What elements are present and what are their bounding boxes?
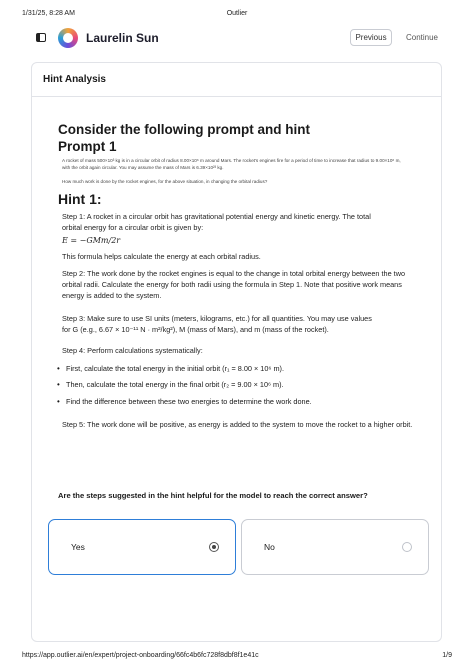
- user-name: Laurelin Sun: [86, 31, 159, 45]
- option-no[interactable]: [241, 519, 429, 575]
- bullet-item: • First, calculate the total energy in the initial orbit (r₁ = 8.00 × 10⁶ m).: [66, 363, 402, 374]
- page-url: https://app.outlier.ai/en/expert/project-onboarding/66fc4b6fc728f8dbf8f1e41c: [22, 652, 259, 659]
- hint-step-3: [62, 313, 414, 335]
- radio-selected-icon[interactable]: [209, 542, 219, 552]
- outlier-logo-icon: [58, 28, 78, 48]
- top-bar: [28, 24, 444, 52]
- step3-line1: Step 3: Make sure to use SI units (meters, kilograms, etc.) for all quantities. You may use values: [62, 314, 372, 323]
- prompt-text: A rocket of mass 500×10³ kg is in a circular orbit of radius 8.00×10⁶ m around Mars. The rocket's engines fire for a period of time to increase that radius to 9.00×10⁶ m, with the orbit again circular. You may assume the mass of Mars is 6.39×10²³ kg.: [62, 158, 401, 170]
- print-title: Outlier: [226, 10, 248, 17]
- radio-empty-icon[interactable]: [402, 542, 412, 552]
- option-no-label: No: [264, 542, 275, 552]
- helpfulness-question: Are the steps suggested in the hint helpful for the model to reach the correct answer?: [58, 491, 368, 500]
- hint-step-1: [62, 211, 414, 233]
- bullet-item: • Then, calculate the total energy in the final orbit (r₂ = 9.00 × 10⁶ m).: [66, 379, 402, 390]
- bullet-item: • Find the difference between these two energies to determine the work done.: [66, 396, 402, 407]
- sidebar-toggle-icon[interactable]: [36, 33, 46, 42]
- option-yes[interactable]: [48, 519, 236, 575]
- print-date: 1/31/25, 8:28 AM: [22, 10, 75, 17]
- hint-analysis-card: [31, 62, 442, 642]
- hint-title: Hint 1:: [58, 191, 102, 207]
- formula-note: This formula helps calculate the energy at each orbital radius.: [62, 252, 261, 261]
- prompt-heading: Consider the following prompt and hint: [58, 122, 310, 137]
- hint-step-2: Step 2: The work done by the rocket engines is equal to the change in total orbital energy between the two orbital radii. Calculate the energy for both radii using the formula in Step 1. Note that positive work means energy is added to the system.: [62, 269, 406, 301]
- option-yes-label: Yes: [71, 542, 85, 552]
- previous-button[interactable]: Previous: [350, 29, 392, 46]
- page-number: 1/9: [442, 652, 452, 659]
- prompt-question: How much work is done by the rocket engines, for the above situation, in changing the orbital radius?: [62, 179, 268, 184]
- energy-formula: E = −GMm/2r: [62, 236, 121, 245]
- card-title: Hint Analysis: [43, 74, 106, 85]
- step1-line2: orbital energy for a circular orbit is given by:: [62, 223, 204, 233]
- prompt-label: Prompt 1: [58, 139, 117, 154]
- print-header: [22, 10, 452, 20]
- step1-line1: Step 1: A rocket in a circular orbit has gravitational potential energy and kinetic energy. The total: [62, 212, 371, 221]
- step3-line2: for G (e.g., 6.67 × 10⁻¹¹ N · m²/kg²), M (mass of Mars), and m (mass of the rocket).: [62, 325, 329, 335]
- continue-button[interactable]: Continue: [405, 33, 439, 42]
- print-footer: [22, 652, 452, 662]
- card-header: [32, 63, 441, 97]
- hint-step-5: Step 5: The work done will be positive, as energy is added to the system to move the rocket to a higher orbit.: [62, 420, 413, 429]
- hint-step-4: Step 4: Perform calculations systematically:: [62, 346, 203, 355]
